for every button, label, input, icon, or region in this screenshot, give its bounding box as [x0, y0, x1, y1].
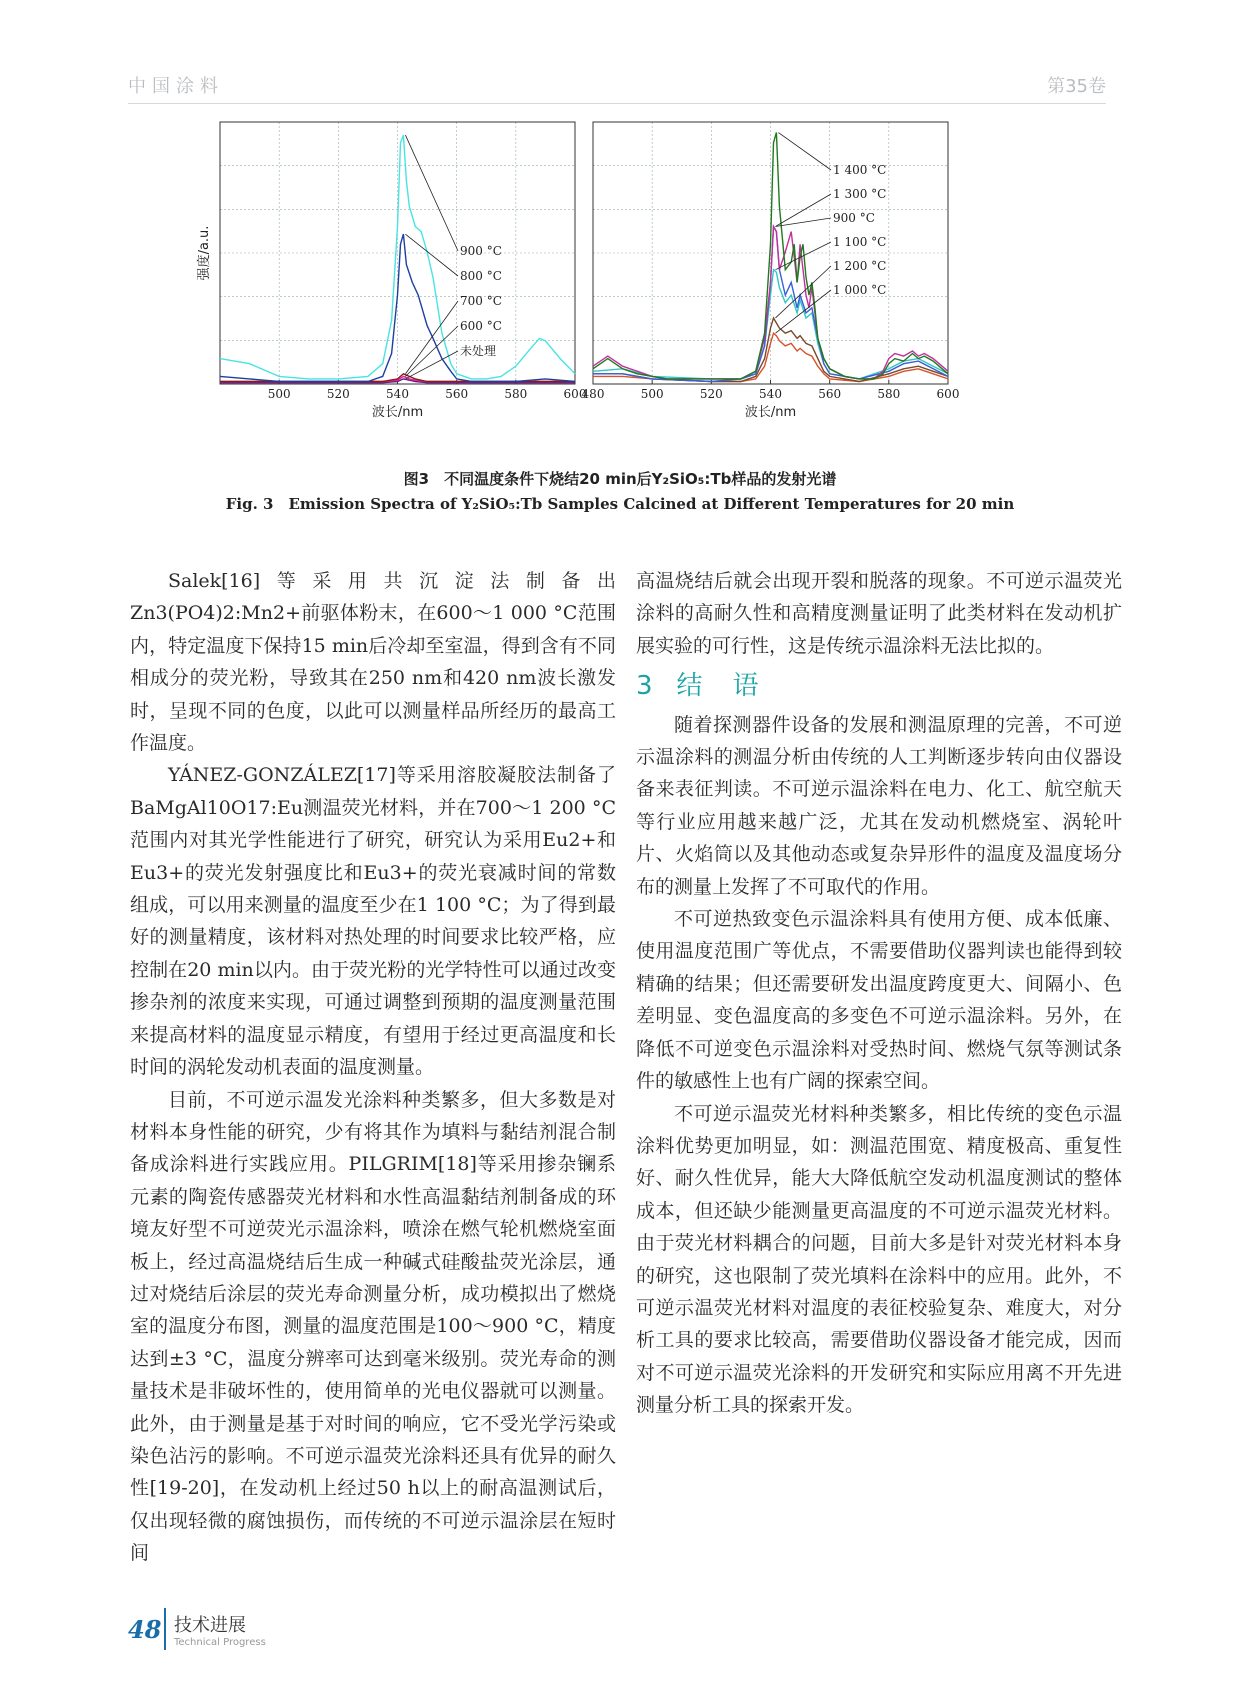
annotation-arrow: [775, 218, 831, 227]
x-tick-label: 600: [563, 387, 587, 401]
x-axis-label: 波长/nm: [744, 405, 797, 420]
section-heading: [636, 670, 1122, 702]
x-tick-label: 560: [818, 387, 842, 401]
x-tick-label: 540: [386, 387, 409, 401]
annotation-arrow: [775, 290, 831, 333]
x-tick-label: 600: [936, 387, 960, 401]
series-annotation: 1 400 °C: [833, 163, 887, 177]
page-number: 48: [128, 1614, 162, 1644]
x-tick-label: 500: [640, 387, 664, 401]
annotation-arrow: [775, 194, 831, 227]
y-axis-label: 强度/a.u.: [197, 225, 212, 281]
figure-caption-cn: 图3 不同温度条件下烧结20 min后Y₂SiO₅:Tb样品的发射光谱: [403, 470, 837, 488]
annotation-arrow: [405, 135, 458, 251]
x-tick-label: 540: [759, 387, 782, 401]
panel-right: [582, 122, 960, 420]
series-annotation: 600 °C: [460, 319, 502, 333]
right-column: [636, 565, 1122, 1422]
page-footer: [128, 1608, 266, 1650]
x-tick-label: 480: [581, 387, 605, 401]
paragraph-conclusion-1: 随着探测器件设备的发展和测温原理的完善，不可逆示温涂料的测温分析由传统的人工判断逐步转向由仪器设备来表征判读。不可逆示温涂料在电力、化工、航空航天等行业应用越来越广泛，尤其在发动机燃烧室、涡轮叶片、火焰筒以及其他动态或复杂异形件的温度及温度场分布的测量上发挥了不可取代的作用。: [636, 713, 1122, 898]
header-divider: [128, 103, 1106, 104]
series-annotation: 900 °C: [833, 211, 875, 225]
paragraph-conclusion-2: 不可逆热致变色示温涂料具有使用方便、成本低廉、使用温度范围广等优点，不需要借助仪器判读也能得到较精确的结果；但还需要研发出温度跨度更大、间隔小、色差明显、变色温度高的多变色不可逆示温涂料。另外，在降低不可逆变色示温涂料对受热时间、燃烧气氛等测试条件的敏感性上也有广阔的探索空间。: [636, 908, 1122, 1093]
section-number: 3: [636, 671, 655, 702]
volume-label: 第35卷: [1047, 76, 1106, 97]
x-tick-label: 520: [699, 387, 723, 401]
annotation-arrow: [405, 326, 458, 376]
footer-section: [174, 1611, 266, 1648]
x-tick-label: 580: [504, 387, 528, 401]
footer-section-en: Technical Progress: [174, 1636, 266, 1648]
left-column: [130, 565, 616, 1570]
series-annotation: 800 °C: [460, 269, 502, 283]
annotation-arrow: [778, 133, 831, 170]
x-axis-label: 波长/nm: [371, 405, 424, 420]
panel-left: [196, 122, 586, 420]
series-annotation: 1 000 °C: [833, 283, 887, 297]
series-annotation: 1 200 °C: [833, 259, 887, 273]
paragraph-continued: 高温烧结后就会出现开裂和脱落的现象。不可逆示温荧光涂料的高耐久性和高精度测量证明了此类材料在发动机扩展实验的可行性，这是传统示温涂料无法比拟的。: [636, 570, 1122, 657]
footer-bar: [164, 1608, 166, 1650]
journal-name: 中国涂料: [128, 76, 224, 97]
annotation-arrow: [405, 351, 458, 379]
figure-caption-en: Fig. 3 Emission Spectra of Y₂SiO₅:Tb Samples Calcined at Different Temperatures for 20 min: [225, 495, 1015, 513]
emission-spectra-figure: [195, 120, 995, 425]
x-tick-label: 500: [267, 387, 291, 401]
series-annotation: 1 300 °C: [833, 187, 887, 201]
x-tick-label: 580: [877, 387, 901, 401]
paragraph-conclusion-3: 不可逆示温荧光材料种类繁多，相比传统的变色示温涂料优势更加明显，如：测温范围宽、精度极高、重复性好、耐久性优异，能大大降低航空发动机温度测试的整体成本，但还缺少能测量更高温度的不可逆示温荧光材料。由于荧光材料耦合的问题，目前大多是针对荧光材料本身的研究，这也限制了荧光填料在涂料中的应用。此外，不可逆示温荧光材料对温度的表征校验复杂、难度大，对分析工具的要求比较高，需要借助仪器设备才能完成，因而对不可逆示温荧光涂料的开发研究和实际应用离不开先进测量分析工具的探索开发。: [636, 1102, 1122, 1417]
series-annotation: 未处理: [460, 344, 497, 358]
series-annotation: 700 °C: [460, 294, 502, 308]
paragraph-salek: Salek[16]等采用共沉淀法制备出Zn3(PO4)2:Mn2+前驱体粉末，在600～1 000 °C范围内，特定温度下保持15 min后冷却至室温，得到含有不同相成分的荧光粉，导致其在250 nm和420 nm波长激发时，呈现不同的色度，以此可以测量样品所经历的最高工作温度。: [130, 570, 616, 755]
x-tick-label: 520: [326, 387, 350, 401]
footer-section-cn: 技术进展: [174, 1614, 246, 1636]
series-annotation: 1 100 °C: [833, 235, 887, 249]
paragraph-yanez: YÁNEZ-GONZÁLEZ[17]等采用溶胶凝胶法制备了BaMgAl10O17:Eu测温荧光材料，并在700～1 200 °C范围内对其光学性能进行了研究，研究认为采用Eu2+和Eu3+的荧光发射强度比和Eu3+的荧光衰减时间的常数组成，可以用来测量的温度至少在1 100 °C；为了得到最好的测量精度，该材料对热处理的时间要求比较严格，应控制在20 min以内。由于荧光粉的光学特性可以通过改变掺杂剂的浓度来实现，可通过调整到预期的温度测量范围来提高材料的温度显示精度，有望用于经过更高温度和长时间的涡轮发动机表面的温度测量。: [130, 764, 616, 1079]
x-tick-label: 560: [445, 387, 469, 401]
paragraph-pilgrim: 目前，不可逆示温发光涂料种类繁多，但大多数是对材料本身性能的研究，少有将其作为填料与黏结剂混合制备成涂料进行实践应用。PILGRIM[18]等采用掺杂镧系元素的陶瓷传感器荧光材料和水性高温黏结剂制备成的环境友好型不可逆荧光示温涂料，喷涂在燃气轮机燃烧室面板上，经过高温烧结后生成一种碱式硅酸盐荧光涂层，通过对烧结后涂层的荧光寿命测量分析，成功模拟出了燃烧室的温度分布图，测量的温度范围是100～900 °C，精度达到±3 °C，温度分辨率可达到毫米级别。荧光寿命的测量技术是非破坏性的，使用简单的光电仪器就可以测量。此外，由于测量是基于对时间的响应，它不受光学污染或染色沾污的影响。不可逆示温荧光涂料还具有优异的耐久性[19-20]，在发动机上经过50 h以上的耐高温测试后，仅出现轻微的腐蚀损伤，而传统的不可逆示温涂层在短时间: [130, 1088, 616, 1565]
section-title-text: 结 语: [676, 671, 761, 702]
series-annotation: 900 °C: [460, 244, 502, 258]
